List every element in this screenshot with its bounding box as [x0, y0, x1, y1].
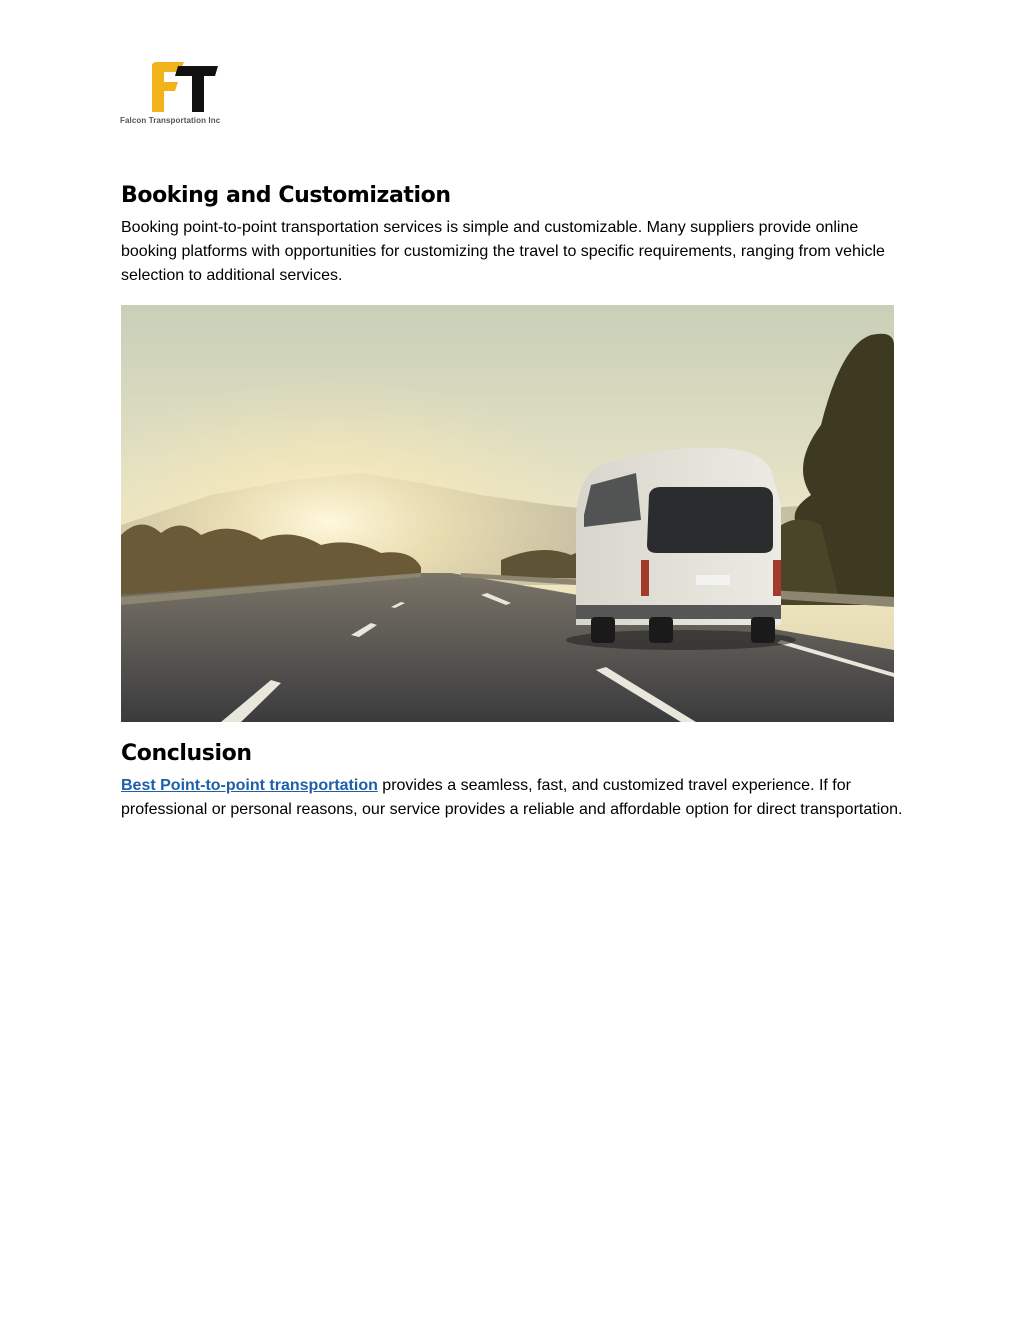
conclusion-text: provides a seamless, fast, and customized travel experience. If for professional or personal reasons, our service provides a reliable and affordable option for direct transportation.	[121, 777, 903, 818]
company-logo	[118, 60, 258, 132]
section-body-booking: Booking point-to-point transportation services is simple and customizable. Many suppliers provide online booking platforms with opportunities for customizing the travel to specific requirements, ranging from vehicle selection to additional services.	[121, 219, 885, 284]
section-heading-conclusion: Conclusion	[121, 741, 252, 766]
falcon-ft-logo-icon	[148, 60, 220, 114]
section-body-conclusion	[121, 774, 911, 822]
section-heading-booking: Booking and Customization	[121, 183, 451, 208]
hero-image-van-highway	[121, 305, 894, 722]
document-content	[121, 180, 911, 822]
logo-wordmark: Falcon Transportation Inc	[120, 116, 221, 125]
best-point-to-point-transportation-link[interactable]: Best Point-to-point transportation	[121, 777, 378, 794]
